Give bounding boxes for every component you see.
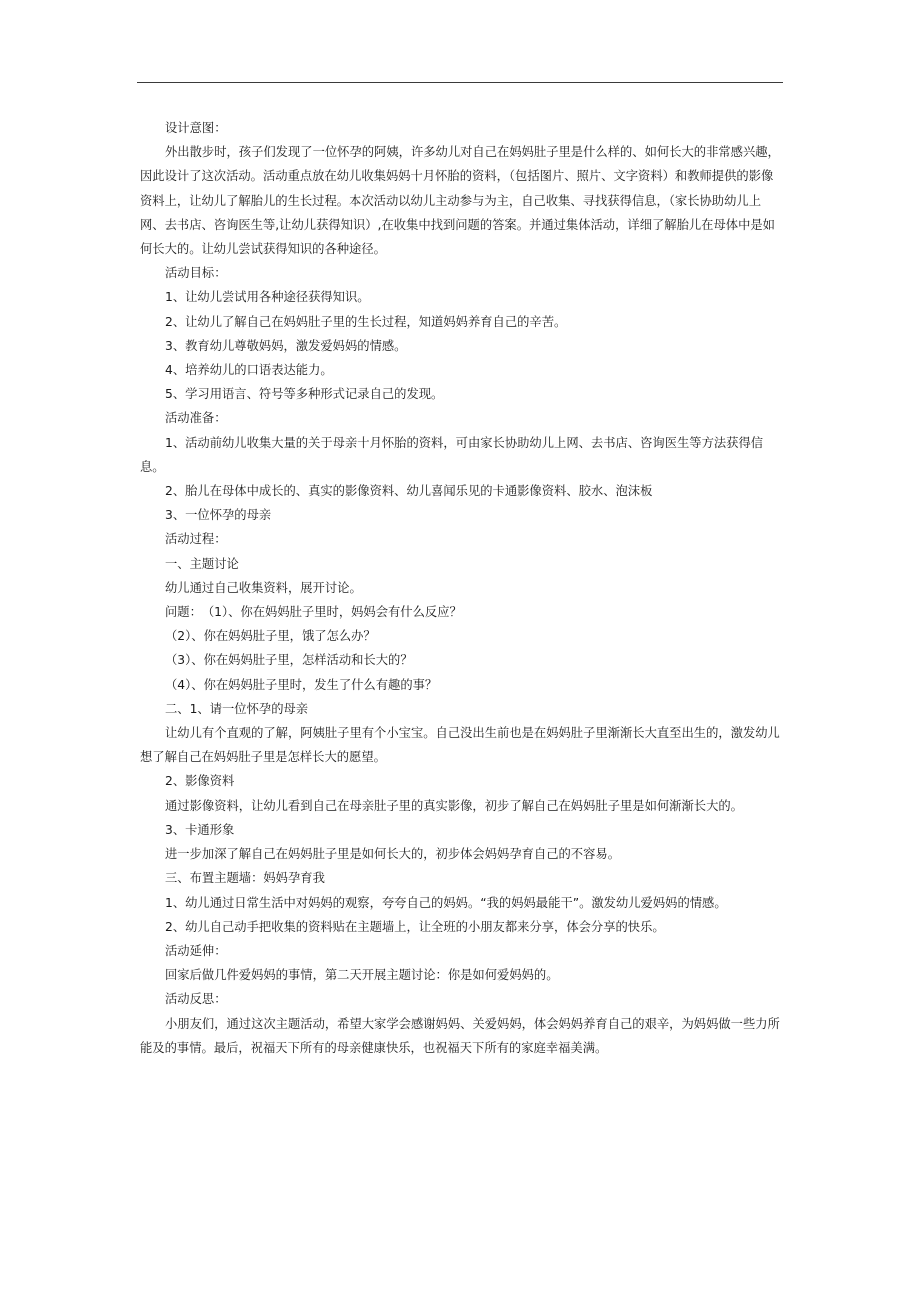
process-paragraph: 让幼儿有个直观的了解，阿姨肚子里有个小宝宝。自己没出生前也是在妈妈肚子里渐渐长大直至出生的，激发幼儿想了解自己在妈妈肚子里是怎样长大的愿望。 bbox=[140, 726, 780, 765]
paragraph-activity-reflection: 小朋友们，通过这次主题活动，希望大家学会感谢妈妈、关爱妈妈，体会妈妈养育自己的艰辛，为妈妈做一些力所能及的事情。最后，祝福天下所有的母亲健康快乐，也祝福天下所有的家庭幸福美满。 bbox=[140, 1016, 780, 1055]
question-item: （4）、你在妈妈肚子里时，发生了什么有趣的事？ bbox=[165, 677, 438, 692]
process-paragraph: 通过影像资料，让幼儿看到自己在母亲肚子里的真实影像，初步了解自己在妈妈肚子里是如何渐渐长大的。 bbox=[165, 798, 743, 813]
document-body bbox=[140, 116, 785, 1060]
paragraph-activity-extension: 回家后做几件爱妈妈的事情，第二天开展主题讨论：你是如何爱妈妈的。 bbox=[165, 968, 559, 983]
goal-item: 5、学习用语言、符号等多种形式记录自己的发现。 bbox=[165, 387, 444, 402]
goal-item: 4、培养幼儿的口语表达能力。 bbox=[165, 363, 333, 378]
heading-design-intent: 设计意图： bbox=[165, 121, 227, 135]
process-subheading: 2、影像资料 bbox=[165, 774, 235, 789]
heading-activity-goals: 活动目标： bbox=[165, 266, 227, 281]
goal-item: 3、教育幼儿尊敬妈妈，激发爱妈妈的情感。 bbox=[165, 338, 407, 353]
header-rule bbox=[137, 82, 783, 83]
process-paragraph: 进一步加深了解自己在妈妈肚子里是如何长大的，初步体会妈妈孕育自己的不容易。 bbox=[165, 847, 620, 862]
goal-item: 1、让幼儿尝试用各种途径获得知识。 bbox=[165, 290, 370, 305]
question-item: （2）、你在妈妈肚子里，饿了怎么办？ bbox=[165, 629, 376, 644]
paragraph-design-intent: 外出散步时，孩子们发现了一位怀孕的阿姨，许多幼儿对自己在妈妈肚子里是什么样的、如何长大的非常感兴趣，因此设计了这次活动。活动重点放在幼儿收集妈妈十月怀胎的资料，（包括图片、照片、文字资料）和教师提供的影像资料上，让幼儿了解胎儿的生长过程。本次活动以幼儿主动参与为主，自己收集、寻找获得信息，（家长协助幼儿上网、去书店、咨询医生等,让幼儿获得知识）,在收集中找到问题的答案。并通过集体活动，详细了解胎儿在母体中是如何长大的。让幼儿尝试获得知识的各种途径。 bbox=[140, 145, 780, 257]
process-section-heading: 二、1、请一位怀孕的母亲 bbox=[165, 701, 309, 716]
process-section-heading: 一、主题讨论 bbox=[165, 556, 239, 571]
question-item: 问题： （1）、你在妈妈肚子里时，妈妈会有什么反应？ bbox=[165, 605, 462, 620]
goal-item: 2、让幼儿了解自己在妈妈肚子里的生长过程，知道妈妈养育自己的辛苦。 bbox=[165, 314, 567, 329]
heading-activity-extension: 活动延伸： bbox=[165, 943, 227, 958]
preparation-item: 2、胎儿在母体中成长的、真实的影像资料、幼儿喜闻乐见的卡通影像资料、胶水、泡沫板 bbox=[165, 484, 653, 499]
heading-activity-reflection: 活动反思： bbox=[165, 992, 227, 1007]
heading-activity-preparation: 活动准备： bbox=[165, 411, 227, 426]
process-paragraph: 2、幼儿自己动手把收集的资料贴在主题墙上，让全班的小朋友都来分享，体会分享的快乐。 bbox=[165, 919, 665, 934]
preparation-item: 1、活动前幼儿收集大量的关于母亲十月怀胎的资料，可由家长协助幼儿上网、去书店、咨询医生等方法获得信息。 bbox=[140, 435, 764, 474]
process-subheading: 3、卡通形象 bbox=[165, 822, 235, 837]
question-item: （3）、你在妈妈肚子里，怎样活动和长大的？ bbox=[165, 653, 413, 668]
heading-activity-process: 活动过程： bbox=[165, 532, 227, 547]
process-section-heading: 三、布置主题墙：妈妈孕育我 bbox=[165, 871, 325, 886]
process-paragraph: 幼儿通过自己收集资料，展开讨论。 bbox=[165, 580, 362, 595]
process-paragraph: 1、幼儿通过日常生活中对妈妈的观察，夸夸自己的妈妈。“我的妈妈最能干”。激发幼儿爱妈妈的情感。 bbox=[165, 895, 727, 910]
preparation-item: 3、一位怀孕的母亲 bbox=[165, 508, 272, 523]
